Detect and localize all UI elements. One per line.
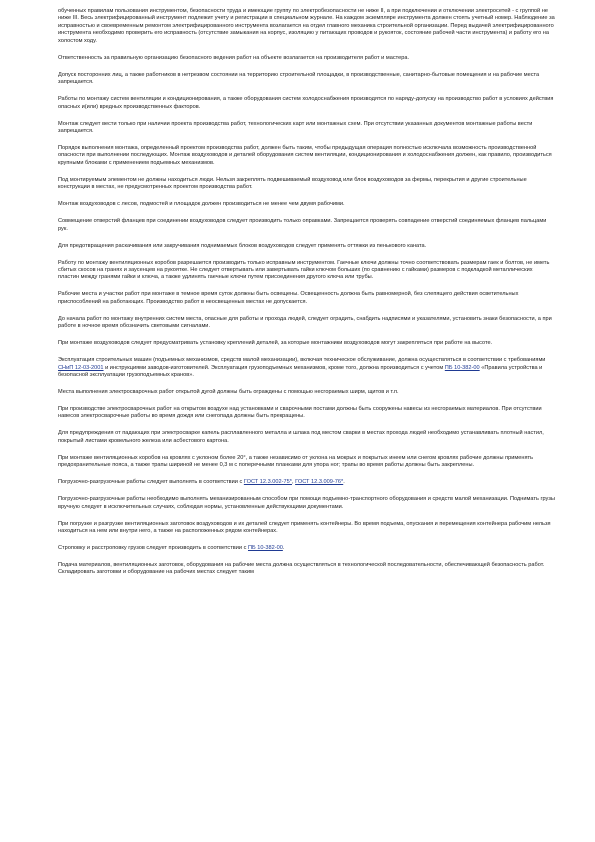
paragraph-text: До начала работ по монтажу внутренних систем места, опасные для работы и прохода людей, следует оградить, снабдить надписями и указателями, установить знаки безопасности, а при работе в ночное время обозначить световыми сигналами. xyxy=(58,315,552,330)
paragraph-text: Работы по монтажу систем вентиляции и кондиционирования, а также оборудования систем холодоснабжения производятся по наряду-допуску на производство работ в условиях действия опасных и(или) вредных производственных факторов. xyxy=(58,96,554,110)
paragraph-p11 xyxy=(58,260,555,282)
paragraph-text: обученных правилам пользования инструментом, безопасности труда и имеющие группу по электробезопасности не ниже II, а при подключении и отключении электросетей - с группой не ниже III. Весь электрифицированный инструмент подлежит учету и регистрации в специальном журнале. На каждом экземпляре инструмента должен стоять учетный номер. Наблюдение за исправностью и своевременным ремонтом электрифицированного инструмента возлагается на отдел главного механика строительной организации. Перед выдачей электрифицированного инструмента необходимо проверить его исправность (отсутствие замыкания на корпус, изоляцию у питающих проводов и рукояток, состояние рабочей части инструмента) и работу его на холостом ходу. xyxy=(58,8,555,44)
paragraph-text: Места выполнения электросварочных работ открытой дугой должны быть ограждены с помощью несгораемых ширм, щитов и т.п. xyxy=(58,389,399,395)
paragraph-p4 xyxy=(58,96,555,111)
paragraph-p20 xyxy=(58,479,555,486)
paragraph-text: Монтаж воздуховодов с лесов, подмостей и площадок должен производиться не менее чем двумя рабочими. xyxy=(58,201,345,208)
document-link[interactable]: ПБ 10-382-00 xyxy=(247,544,283,551)
paragraph-text: Допуск посторонних лиц, а также работников в нетрезвом состоянии на территорию строительной площадки, в производственные, санитарно-бытовые помещения и на рабочие места запрещается. xyxy=(58,71,540,86)
paragraph-p14 xyxy=(58,340,555,347)
paragraph-text: При монтаже воздуховодов следует предусматривать установку креплений деталей, за которые монтажники воздуховодов могут закрепляться при работе на высоте. xyxy=(58,340,493,347)
document-link[interactable]: СНиП 12-03-2001 xyxy=(58,364,104,371)
paragraph-p17 xyxy=(58,406,555,421)
paragraph-p23 xyxy=(58,545,555,552)
paragraph-p22 xyxy=(58,521,555,536)
paragraph-p21 xyxy=(58,496,555,511)
paragraph-text: Под монтируемым элементом не должны находиться люди. Нельзя закреплять подвешиваемый воздуховод или блок воздуховодов за фермы, перекрытия и другие строительные конструкции в местах, не предусмотренных проектом производства работ. xyxy=(58,176,527,191)
paragraph-text: Для предотвращения раскачивания или закручивания поднимаемых блоков воздуховодов следует применять оттяжки из пенькового каната. xyxy=(58,242,427,249)
paragraph-text: . xyxy=(282,544,285,551)
paragraph-p7 xyxy=(58,177,555,192)
paragraph-text: и инструкциями заводов-изготовителей. Эксплуатация грузоподъемных механизмов, кроме того, должна производиться с учетом xyxy=(103,364,445,371)
paragraph-text: При погрузке и разгрузке вентиляционных заготовок воздуховодов и их деталей следует применять контейнеры. Во время подъема, опускания и перемещения контейнера рабочим нельзя находиться на нем или внутри него, а также на расположенных рядом контейнерах. xyxy=(58,520,551,534)
paragraph-p18 xyxy=(58,430,555,445)
paragraph-text: Монтаж следует вести только при наличии проекта производства работ, технологических карт или монтажных схем. При отсутствии указанных документов монтажные работы вести запрещается. xyxy=(58,120,533,134)
paragraph-p6 xyxy=(58,145,555,167)
paragraph-p1 xyxy=(58,8,555,45)
paragraph-text: . xyxy=(343,479,345,486)
paragraph-text: Погрузочно-разгрузочные работы следует выполнять в соответствии с xyxy=(58,479,244,486)
paragraph-text: Погрузочно-разгрузочные работы необходимо выполнять механизированным способом при помощи подъемно-транспортного оборудования и средств малой механизации. Поднимать грузы вручную следует в исключительных случаях, соблюдая нормы, установленные действующими документами. xyxy=(58,496,555,510)
paragraph-text: Эксплуатация строительных машин (подъемных механизмов, средств малой механизации), включая техническое обслуживание, должна осуществляться в соответствии с требованиями xyxy=(58,357,546,364)
paragraph-text: «Правила устройства и безопасной эксплуатации грузоподъемных кранов». xyxy=(58,364,543,379)
paragraph-p24 xyxy=(58,562,555,577)
paragraph-p5 xyxy=(58,121,555,136)
paragraph-p8 xyxy=(58,201,555,208)
paragraph-p2 xyxy=(58,55,555,62)
paragraph-text: Строповку и расстроповку грузов следует производить в соответствии с xyxy=(58,544,248,551)
paragraph-p13 xyxy=(58,316,555,331)
paragraph-p19 xyxy=(58,455,555,470)
paragraph-p10 xyxy=(58,243,555,250)
paragraph-p9 xyxy=(58,218,555,233)
paragraph-text: Порядок выполнения монтажа, определенный проектом производства работ, должен быть таким, чтобы предыдущая операция полностью исключала возможность производственной опасности при выполнении последующих. Монтаж воздуховодов и деталей оборудования систем вентиляции, кондиционирования и холодоснабжения должен, как правило, производиться крупными блоками с применением подъемных механизмов. xyxy=(58,144,552,166)
paragraph-text: Подача материалов, вентиляционных заготовок, оборудования на рабочие места должна осуществляться в технологической последовательности, обеспечивающей безопасность работ. Складировать заготовки и оборудование на рабочих местах следует таким xyxy=(58,561,545,576)
paragraph-text: Ответственность за правильную организацию безопасного ведения работ на объекте возлагается на производителя работ и мастера. xyxy=(58,54,410,61)
paragraph-text: Работу по монтажу вентиляционных коробов разрешается производить только исправным инструментом. Гаечные ключи должны точно соответствовать размерам гаек и болтов, не иметь сбитых скосов на гранях и заусенцев на рукоятке. Не следует отвертывать или завертывать гайки ключом больших (по сравнению с гайками) размеров с подкладкой металлических пластин между гранями гайки и ключа, а также удлинять гаечные ключи путем присоединения другого ключа или трубы. xyxy=(58,259,550,281)
paragraph-p16 xyxy=(58,389,555,396)
paragraph-p15 xyxy=(58,357,555,379)
document-link[interactable]: ПБ 10-382-00 xyxy=(444,364,480,371)
document-link[interactable]: ГОСТ 12.3.002-75* xyxy=(243,479,292,486)
paragraph-text: Для предупреждения от падающих при электросварке капель расплавленного металла и шлака под местом сварки в местах прохода людей необходимо устанавливать плотный настил, покрытый листами кровельного железа или асбестового картона. xyxy=(58,430,544,444)
paragraph-text: Рабочие места и участки работ при монтаже в темное время суток должны быть освещены. Освещенность должна быть равномерной, без слепящего действия осветительных приспособлений на работающих. Производство работ в неосвещенных местах не допускается. xyxy=(58,291,519,305)
paragraph-p3 xyxy=(58,72,555,87)
paragraph-text: При монтаже вентиляционных коробов на кровлях с уклоном более 20°, а также независимо от уклона на мокрых и покрытых инеем или снегом кровлях рабочие должны применять предохранительные пояса, а также трапы шириной не менее 0,3 м с поперечными планками для упора ног; трапы во время работы должны быть закреплены. xyxy=(58,454,534,469)
paragraph-text: Совмещение отверстий фланцев при соединении воздуховодов следует производить только оправками. Запрещается проверять совпадение отверстий соединяемых фланцев пальцами рук. xyxy=(58,218,547,232)
document-link[interactable]: ГОСТ 12.3.009-76* xyxy=(295,479,344,486)
paragraph-p12 xyxy=(58,291,555,306)
paragraph-text: При производстве электросварочных работ на открытом воздухе над установками и сварочными постами должны быть сооружены навесы из несгораемых материалов. При отсутствии навесов электросварочные работы во время дождя или снегопада должны быть прекращены. xyxy=(58,405,542,420)
paragraph-text: , xyxy=(291,479,296,486)
